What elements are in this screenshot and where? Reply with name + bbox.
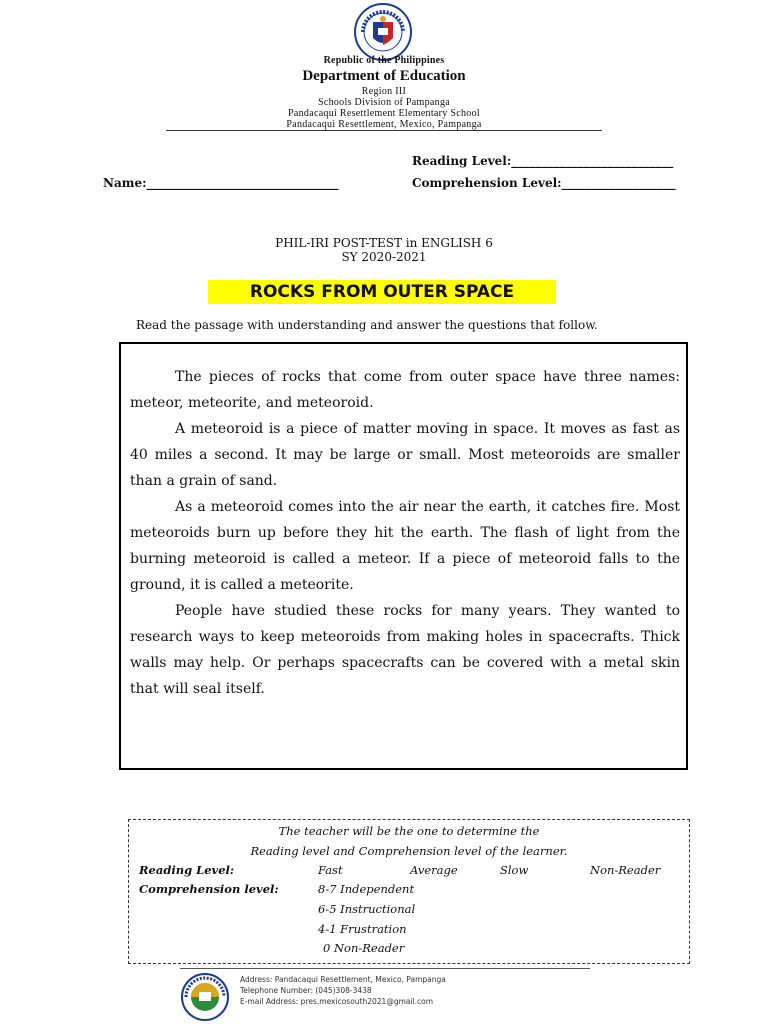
- test-title: PHIL-IRI POST-TEST in ENGLISH 6: [275, 236, 493, 250]
- passage-paragraph: People have studied these rocks for many years. They wanted to research ways to keep meteoroids from making holes in spacecrafts. Thick walls may help. Or perhaps spacecrafts can be covered with a metal skin that will seal itself.: [130, 603, 680, 697]
- republic-line: Republic of the Philippines: [323, 55, 445, 66]
- name-field: Name:________________________________: [103, 176, 339, 190]
- comprehension-option-frustration: 4-1 Frustration: [318, 922, 407, 936]
- footer-divider: [180, 968, 590, 969]
- header-divider: [166, 130, 602, 131]
- reading-level-label: Reading Level:: [139, 863, 235, 877]
- passage-paragraph: The pieces of rocks that come from outer space have three names: meteor, meteorite, and meteoroid.: [130, 369, 680, 411]
- reading-level-field: Reading Level:___________________________: [412, 154, 674, 168]
- passage-paragraph: As a meteoroid comes into the air near the earth, it catches fire. Most meteoroids burn up before they hit the earth. The flash of light from the burning meteoroid is called a meteor. If a piece of meteoroid falls to the ground, it is called a meteorite.: [130, 499, 680, 593]
- reading-option-non-reader: Non-Reader: [590, 863, 661, 877]
- comprehension-level-field: Comprehension Level:___________________: [412, 176, 676, 190]
- school-logo: [180, 972, 230, 1022]
- footer-address: Address: Pandacaqui Resettlement, Mexico, Pampanga: [240, 975, 446, 984]
- school-year: SY 2020-2021: [341, 250, 427, 264]
- teacher-note-line1: The teacher will be the one to determine the: [278, 824, 540, 838]
- comprehension-level-label: Comprehension level:: [139, 882, 279, 896]
- reading-option-fast: Fast: [318, 863, 343, 877]
- footer-telephone: Telephone Number: (045)308-3438: [240, 986, 372, 995]
- comprehension-option-instructional: 6-5 Instructional: [318, 902, 416, 916]
- teacher-note-line2: Reading level and Comprehension level of the learner.: [250, 844, 568, 858]
- footer-email: E-mail Address: pres.mexicosouth2021@gmail.com: [240, 997, 434, 1006]
- reading-option-average: Average: [410, 863, 458, 877]
- passage-title: ROCKS FROM OUTER SPACE: [208, 280, 556, 304]
- comprehension-option-non-reader: 0 Non-Reader: [323, 941, 405, 955]
- comprehension-option-independent: 8-7 Independent: [318, 882, 415, 896]
- region-line: Region III: [361, 86, 407, 97]
- school-address-line: Pandacaqui Resettlement, Mexico, Pampanga: [286, 119, 482, 130]
- division-line: Schools Division of Pampanga: [317, 97, 450, 108]
- department-title: Department of Education: [302, 68, 466, 84]
- reading-option-slow: Slow: [500, 863, 529, 877]
- passage-paragraph: A meteoroid is a piece of matter moving in space. It moves as fast as 40 miles a second. It may be large or small. Most meteoroids are smaller than a grain of sand.: [130, 421, 680, 489]
- instruction-text: Read the passage with understanding and answer the questions that follow.: [136, 318, 598, 332]
- deped-seal-logo: [353, 2, 413, 62]
- school-line: Pandacaqui Resettlement Elementary School: [288, 108, 480, 119]
- passage-text: [130, 364, 680, 702]
